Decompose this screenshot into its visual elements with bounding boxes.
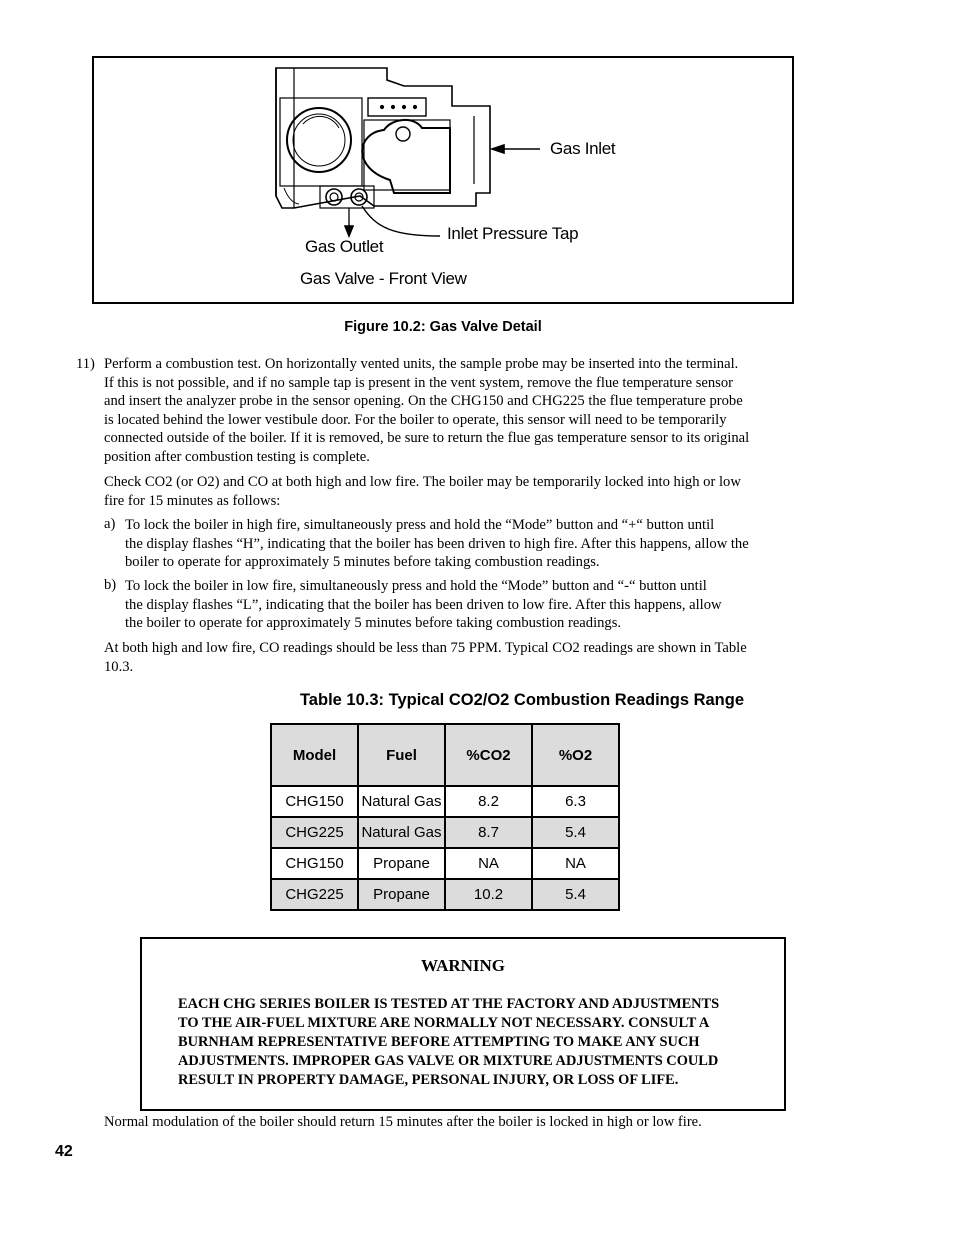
table-row [271, 879, 619, 910]
table-row [271, 817, 619, 848]
closing-paragraph [104, 1113, 702, 1132]
cell-o2: 6.3 [532, 786, 619, 817]
text-line: the boiler to operate for approximately 5 minutes before taking combustion readings. [125, 615, 622, 632]
gas-inlet-label: Gas Inlet [550, 139, 616, 158]
warning-box [140, 937, 786, 1111]
cell-co2: 10.2 [445, 879, 532, 910]
figure-caption: Figure 10.2: Gas Valve Detail [344, 319, 542, 335]
outlet-screw [326, 189, 342, 205]
warning-text [178, 995, 719, 1090]
figure-gas-valve [92, 56, 794, 304]
cell-fuel: Propane [358, 848, 445, 879]
item-b-letter: b) [104, 577, 117, 593]
check-paragraph [104, 473, 804, 510]
text-line: BURNHAM REPRESENTATIVE BEFORE ATTEMPTING TO MAKE ANY SUCH [178, 1034, 700, 1050]
text-line: position after combustion testing is complete. [104, 448, 370, 465]
inlet-pressure-tap-label: Inlet Pressure Tap [447, 224, 579, 243]
connector-strip [368, 98, 426, 116]
text-line: Normal modulation of the boiler should return 15 minutes after the boiler is locked in high or low fire. [104, 1114, 702, 1130]
text-line: EACH CHG SERIES BOILER IS TESTED AT THE FACTORY AND ADJUSTMENTS [178, 996, 720, 1012]
header-o2: %O2 [532, 724, 619, 786]
item-a-text [125, 516, 749, 572]
text-line: and insert the analyzer probe in the sensor opening. On the CHG150 and CHG225 the flue temperature probe [104, 393, 743, 410]
cell-fuel: Propane [358, 879, 445, 910]
warning-title: WARNING [420, 956, 506, 975]
text-line: the display flashes “H”, indicating that the boiler has been driven to high fire. After this happens, allow the [125, 535, 749, 552]
step-paragraph [104, 355, 804, 467]
text-line: ADJUSTMENTS. IMPROPER GAS VALVE OR MIXTURE ADJUSTMENTS COULD [178, 1053, 719, 1069]
gas-outlet-label: Gas Outlet [305, 237, 384, 256]
text-line: If this is not possible, and if no sample tap is present in the vent system, remove the flue temperature sensor [104, 374, 734, 391]
text-line: fire for 15 minutes as follows: [104, 492, 281, 509]
cell-co2: 8.2 [445, 786, 532, 817]
cell-co2: 8.7 [445, 817, 532, 848]
cell-model: CHG150 [271, 786, 358, 817]
front-view-label: Gas Valve - Front View [300, 269, 467, 288]
table-title: Table 10.3: Typical CO2/O2 Combustion Readings Range [299, 691, 745, 709]
cell-co2: NA [445, 848, 532, 879]
header-fuel: Fuel [358, 724, 445, 786]
item-b-text [125, 577, 722, 633]
cell-o2: NA [532, 848, 619, 879]
text-line: boiler to operate for approximately 5 minutes before taking combustion readings. [125, 554, 600, 571]
text-line: Check CO2 (or O2) and CO at both high and low fire. The boiler may be temporarily locked into high or low [104, 474, 741, 490]
cell-model: CHG225 [271, 879, 358, 910]
cell-fuel: Natural Gas [358, 786, 445, 817]
table-row [271, 848, 619, 879]
combustion-readings-table [270, 723, 620, 911]
text-line: connected outside of the boiler. If it is removed, be sure to return the flue gas temperature sensor to its original [104, 430, 750, 447]
cell-o2: 5.4 [532, 879, 619, 910]
right-knob [362, 120, 450, 193]
valve-body-outline [276, 68, 490, 208]
text-line: At both high and low fire, CO readings should be less than 75 PPM. Typical CO2 readings are shown in Table [104, 640, 747, 656]
header-co2: %CO2 [445, 724, 532, 786]
left-dial [287, 108, 351, 172]
text-line: RESULT IN PROPERTY DAMAGE, PERSONAL INJURY, OR LOSS OF LIFE. [178, 1072, 679, 1088]
gas-valve-drawing [94, 58, 792, 302]
cell-model: CHG225 [271, 817, 358, 848]
cell-o2: 5.4 [532, 817, 619, 848]
text-line: the display flashes “L”, indicating that the boiler has been driven to low fire. After this happens, allow [125, 596, 722, 613]
cell-model: CHG150 [271, 848, 358, 879]
item-a-letter: a) [104, 516, 116, 532]
text-line: TO THE AIR-FUEL MIXTURE ARE NORMALLY NOT NECESSARY. CONSULT A [178, 1015, 710, 1031]
text-line: To lock the boiler in high fire, simultaneously press and hold the “Mode” button and “+“ button until [125, 517, 715, 533]
text-line: To lock the boiler in low fire, simultaneously press and hold the “Mode” button and “-“ button until [125, 578, 707, 594]
header-model: Model [271, 724, 358, 786]
table-header-row [271, 724, 619, 786]
step-number: 11) [76, 356, 95, 372]
highlow-paragraph [104, 639, 747, 676]
page-number: 42 [55, 1143, 73, 1160]
text-line: 10.3. [104, 658, 134, 675]
cell-fuel: Natural Gas [358, 817, 445, 848]
text-line: Perform a combustion test. On horizontally vented units, the sample probe may be inserted into the terminal. [104, 356, 739, 372]
table-row [271, 786, 619, 817]
text-line: is located behind the lower vestibule door. For the boiler to operate, this sensor will need to be temporarily [104, 411, 727, 428]
